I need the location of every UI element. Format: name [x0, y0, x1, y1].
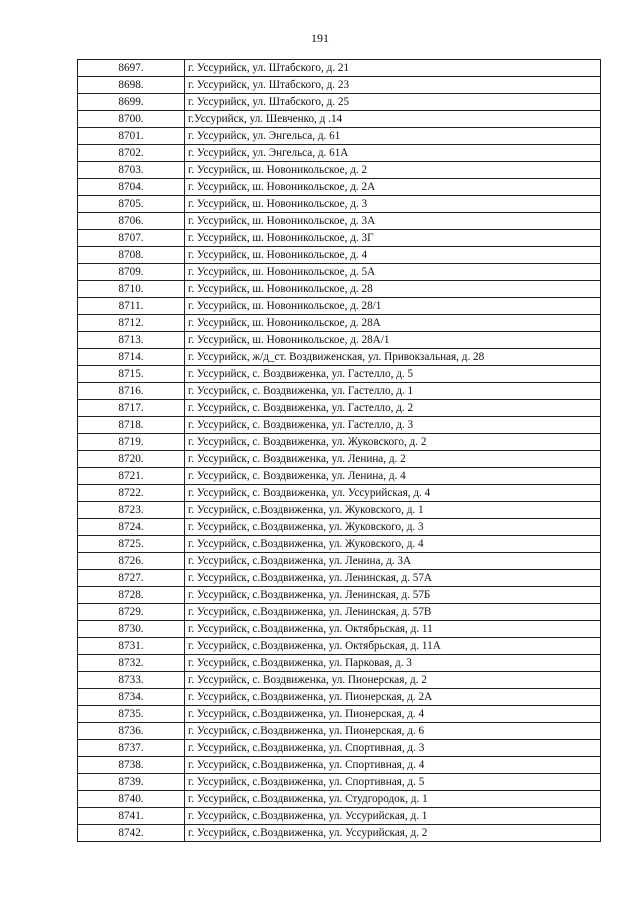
table-row	[78, 213, 601, 230]
page-number: 191	[311, 31, 329, 45]
row-address: г. Уссурийск, ж/д_ст. Воздвиженская, ул. Привокзальная, д. 28	[185, 349, 601, 366]
row-number: 8717.	[78, 400, 185, 417]
row-number: 8704.	[78, 179, 185, 196]
row-number: 8714.	[78, 349, 185, 366]
row-address: г. Уссурийск, с.Воздвиженка, ул. Спортивная, д. 5	[185, 774, 601, 791]
table-row	[78, 672, 601, 689]
table-row	[78, 366, 601, 383]
row-number: 8724.	[78, 519, 185, 536]
row-address: г. Уссурийск, с. Воздвиженка, ул. Уссурийская, д. 4	[185, 485, 601, 502]
row-address: г. Уссурийск, с.Воздвиженка, ул. Уссурийская, д. 2	[185, 825, 601, 842]
row-address: г. Уссурийск, ш. Новоникольское, д. 3Г	[185, 230, 601, 247]
table-row	[78, 825, 601, 842]
row-number: 8739.	[78, 774, 185, 791]
address-table	[77, 59, 601, 842]
row-address: г. Уссурийск, ш. Новоникольское, д. 5А	[185, 264, 601, 281]
table-row	[78, 451, 601, 468]
table-row	[78, 587, 601, 604]
row-number: 8719.	[78, 434, 185, 451]
row-address: г. Уссурийск, с. Воздвиженка, ул. Гастелло, д. 1	[185, 383, 601, 400]
table-row	[78, 808, 601, 825]
address-table-body	[78, 60, 601, 842]
row-number: 8725.	[78, 536, 185, 553]
row-number: 8700.	[78, 111, 185, 128]
row-address: г. Уссурийск, ш. Новоникольское, д. 28/1	[185, 298, 601, 315]
table-row	[78, 723, 601, 740]
table-row	[78, 706, 601, 723]
row-address: г. Уссурийск, ул. Штабского, д. 25	[185, 94, 601, 111]
row-address: г. Уссурийск, с.Воздвиженка, ул. Жуковского, д. 4	[185, 536, 601, 553]
row-number: 8697.	[78, 60, 185, 77]
row-number: 8737.	[78, 740, 185, 757]
row-number: 8699.	[78, 94, 185, 111]
row-number: 8734.	[78, 689, 185, 706]
row-address: г. Уссурийск, с.Воздвиженка, ул. Ленинская, д. 57А	[185, 570, 601, 587]
row-number: 8718.	[78, 417, 185, 434]
table-row	[78, 468, 601, 485]
table-row	[78, 570, 601, 587]
row-address: г. Уссурийск, с.Воздвиженка, ул. Пионерская, д. 4	[185, 706, 601, 723]
row-number: 8726.	[78, 553, 185, 570]
row-address: г. Уссурийск, ш. Новоникольское, д. 2	[185, 162, 601, 179]
table-row	[78, 757, 601, 774]
row-address: г. Уссурийск, ш. Новоникольское, д. 3А	[185, 213, 601, 230]
table-row	[78, 655, 601, 672]
row-number: 8732.	[78, 655, 185, 672]
table-row	[78, 111, 601, 128]
row-number: 8712.	[78, 315, 185, 332]
row-address: г. Уссурийск, с.Воздвиженка, ул. Студгородок, д. 1	[185, 791, 601, 808]
table-row	[78, 349, 601, 366]
table-row	[78, 128, 601, 145]
row-address: г. Уссурийск, с.Воздвиженка, ул. Парковая, д. 3	[185, 655, 601, 672]
row-address: г. Уссурийск, с.Воздвиженка, ул. Пионерская, д. 6	[185, 723, 601, 740]
table-row	[78, 621, 601, 638]
row-address: г. Уссурийск, с. Воздвиженка, ул. Ленина, д. 2	[185, 451, 601, 468]
table-row	[78, 94, 601, 111]
row-number: 8708.	[78, 247, 185, 264]
table-row	[78, 434, 601, 451]
row-number: 8731.	[78, 638, 185, 655]
table-row	[78, 247, 601, 264]
table-row	[78, 230, 601, 247]
row-number: 8716.	[78, 383, 185, 400]
table-row	[78, 162, 601, 179]
row-address: г. Уссурийск, с. Воздвиженка, ул. Гастелло, д. 3	[185, 417, 601, 434]
row-number: 8706.	[78, 213, 185, 230]
row-address: г. Уссурийск, с.Воздвиженка, ул. Октябрьская, д. 11А	[185, 638, 601, 655]
table-row	[78, 145, 601, 162]
row-address: г. Уссурийск, с.Воздвиженка, ул. Спортивная, д. 3	[185, 740, 601, 757]
table-row	[78, 77, 601, 94]
row-address: г. Уссурийск, ул. Энгельса, д. 61А	[185, 145, 601, 162]
table-row	[78, 400, 601, 417]
row-address: г. Уссурийск, с.Воздвиженка, ул. Октябрьская, д. 11	[185, 621, 601, 638]
table-row	[78, 689, 601, 706]
row-address: г. Уссурийск, с.Воздвиженка, ул. Спортивная, д. 4	[185, 757, 601, 774]
row-number: 8727.	[78, 570, 185, 587]
table-row	[78, 502, 601, 519]
row-number: 8735.	[78, 706, 185, 723]
row-number: 8702.	[78, 145, 185, 162]
row-address: г.Уссурийск, ул. Шевченко, д .14	[185, 111, 601, 128]
row-number: 8733.	[78, 672, 185, 689]
row-address: г. Уссурийск, ул. Штабского, д. 21	[185, 60, 601, 77]
row-number: 8698.	[78, 77, 185, 94]
table-row	[78, 519, 601, 536]
row-address: г. Уссурийск, ш. Новоникольское, д. 2А	[185, 179, 601, 196]
row-address: г. Уссурийск, ул. Штабского, д. 23	[185, 77, 601, 94]
table-row	[78, 281, 601, 298]
row-address: г. Уссурийск, с.Воздвиженка, ул. Жуковского, д. 1	[185, 502, 601, 519]
row-number: 8705.	[78, 196, 185, 213]
table-row	[78, 485, 601, 502]
row-number: 8740.	[78, 791, 185, 808]
row-number: 8711.	[78, 298, 185, 315]
row-number: 8738.	[78, 757, 185, 774]
row-address: г. Уссурийск, ш. Новоникольское, д. 4	[185, 247, 601, 264]
row-number: 8720.	[78, 451, 185, 468]
row-number: 8736.	[78, 723, 185, 740]
row-address: г. Уссурийск, с. Воздвиженка, ул. Гастелло, д. 5	[185, 366, 601, 383]
row-address: г. Уссурийск, ул. Энгельса, д. 61	[185, 128, 601, 145]
table-row	[78, 604, 601, 621]
row-number: 8701.	[78, 128, 185, 145]
table-row	[78, 553, 601, 570]
row-address: г. Уссурийск, ш. Новоникольское, д. 3	[185, 196, 601, 213]
row-address: г. Уссурийск, с.Воздвиженка, ул. Уссурийская, д. 1	[185, 808, 601, 825]
table-row	[78, 774, 601, 791]
row-address: г. Уссурийск, с. Воздвиженка, ул. Жуковского, д. 2	[185, 434, 601, 451]
row-number: 8742.	[78, 825, 185, 842]
row-address: г. Уссурийск, с. Воздвиженка, ул. Ленина, д. 4	[185, 468, 601, 485]
table-row	[78, 264, 601, 281]
table-row	[78, 638, 601, 655]
table-row	[78, 791, 601, 808]
table-row	[78, 60, 601, 77]
row-number: 8710.	[78, 281, 185, 298]
row-number: 8722.	[78, 485, 185, 502]
row-number: 8723.	[78, 502, 185, 519]
table-row	[78, 298, 601, 315]
table-row	[78, 536, 601, 553]
row-address: г. Уссурийск, с. Воздвиженка, ул. Пионерская, д. 2	[185, 672, 601, 689]
table-row	[78, 196, 601, 213]
row-address: г. Уссурийск, с.Воздвиженка, ул. Ленинская, д. 57Б	[185, 587, 601, 604]
table-row	[78, 417, 601, 434]
table-row	[78, 332, 601, 349]
row-number: 8728.	[78, 587, 185, 604]
row-address: г. Уссурийск, ш. Новоникольское, д. 28А/1	[185, 332, 601, 349]
row-number: 8703.	[78, 162, 185, 179]
row-number: 8713.	[78, 332, 185, 349]
row-address: г. Уссурийск, с.Воздвиженка, ул. Пионерская, д. 2А	[185, 689, 601, 706]
table-row	[78, 315, 601, 332]
row-address: г. Уссурийск, с.Воздвиженка, ул. Жуковского, д. 3	[185, 519, 601, 536]
row-address: г. Уссурийск, с. Воздвиженка, ул. Гастелло, д. 2	[185, 400, 601, 417]
row-address: г. Уссурийск, ш. Новоникольское, д. 28	[185, 281, 601, 298]
table-row	[78, 740, 601, 757]
row-number: 8730.	[78, 621, 185, 638]
row-number: 8715.	[78, 366, 185, 383]
row-address: г. Уссурийск, с.Воздвиженка, ул. Ленина, д. 3А	[185, 553, 601, 570]
row-number: 8741.	[78, 808, 185, 825]
table-row	[78, 383, 601, 400]
row-number: 8709.	[78, 264, 185, 281]
table-row	[78, 179, 601, 196]
row-address: г. Уссурийск, ш. Новоникольское, д. 28А	[185, 315, 601, 332]
row-number: 8721.	[78, 468, 185, 485]
row-number: 8729.	[78, 604, 185, 621]
row-number: 8707.	[78, 230, 185, 247]
row-address: г. Уссурийск, с.Воздвиженка, ул. Ленинская, д. 57В	[185, 604, 601, 621]
